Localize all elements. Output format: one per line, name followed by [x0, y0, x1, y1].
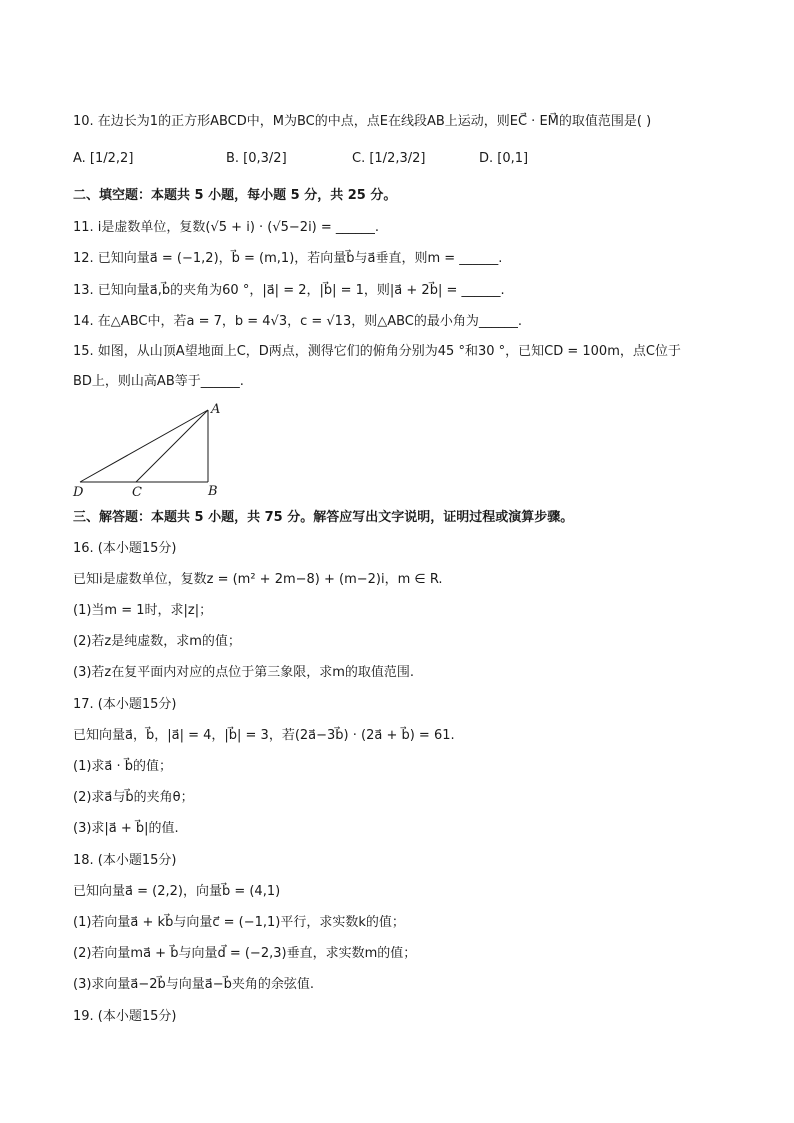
- point-label-b: B: [208, 484, 218, 499]
- question-16-part-3: (3)若z在复平面内对应的点位于第三象限，求m的取值范围.: [73, 665, 415, 680]
- q10-option-d: D. [0,1]: [479, 151, 529, 166]
- question-16-heading: 16. (本小题15分): [73, 541, 177, 556]
- question-11: 11. i是虚数单位，复数(√5 + i) · (√5−2i) = ______.: [73, 220, 380, 235]
- question-14: 14. 在△ABC中，若a = 7，b = 4√3，c = √13，则△ABC的最小角为______.: [73, 314, 523, 329]
- question-13: 13. 已知向量a⃗,b⃗的夹角为60 °，|a⃗| = 2，|b⃗| = 1，则|a⃗ + 2b⃗| = ______.: [73, 283, 505, 298]
- question-16-part-1: (1)当m = 1时，求|z|；: [73, 603, 213, 618]
- point-label-c: C: [132, 485, 142, 500]
- mountain-triangle-figure: [70, 400, 240, 500]
- question-16-part-2: (2)若z是纯虚数，求m的值；: [73, 634, 241, 649]
- question-17-stem: 已知向量a⃗，b⃗，|a⃗| = 4，|b⃗| = 3，若(2a⃗−3b⃗) · (2a⃗ + b⃗) = 61.: [73, 728, 455, 743]
- question-17-heading: 17. (本小题15分): [73, 697, 177, 712]
- question-17-part-1: (1)求a⃗ · b⃗的值；: [73, 759, 173, 774]
- question-18-part-1: (1)若向量a⃗ + kb⃗与向量c⃗ = (−1,1)平行，求实数k的值；: [73, 915, 405, 930]
- question-16-stem: 已知i是虚数单位，复数z = (m² + 2m−8) + (m−2)i，m ∈ R.: [73, 572, 443, 587]
- q10-option-a: A. [1/2,2]: [73, 151, 134, 166]
- question-18-stem: 已知向量a⃗ = (2,2)，向量b⃗ = (4,1): [73, 884, 281, 899]
- question-18-heading: 18. (本小题15分): [73, 853, 177, 868]
- question-17-part-2: (2)求a⃗与b⃗的夹角θ；: [73, 790, 194, 805]
- question-19-heading: 19. (本小题15分): [73, 1009, 177, 1024]
- question-18-part-3: (3)求向量a⃗−2b⃗与向量a⃗−b⃗夹角的余弦值.: [73, 977, 315, 992]
- q10-option-c: C. [1/2,3/2]: [352, 151, 426, 166]
- sight-line-ad: [80, 410, 208, 482]
- question-18-part-2: (2)若向量ma⃗ + b⃗与向量d⃗ = (−2,3)垂直，求实数m的值；: [73, 946, 417, 961]
- q10-option-b: B. [0,3/2]: [226, 151, 287, 166]
- section-2-heading: 二、填空题：本题共 5 小题，每小题 5 分，共 25 分。: [73, 188, 397, 203]
- question-12: 12. 已知向量a⃗ = (−1,2)，b⃗ = (m,1)，若向量b⃗与a⃗垂直，则m = ______.: [73, 251, 503, 266]
- question-17-part-3: (3)求|a⃗ + b⃗|的值.: [73, 821, 179, 836]
- question-15-line2: BD上，则山高AB等于______.: [73, 374, 244, 389]
- question-10-stem: 10. 在边长为1的正方形ABCD中，M为BC的中点，点E在线段AB上运动，则EC⃗ · EM⃗的取值范围是( ): [73, 114, 652, 129]
- point-label-a: A: [211, 402, 221, 417]
- section-3-heading: 三、解答题：本题共 5 小题，共 75 分。解答应写出文字说明，证明过程或演算步骤。: [73, 510, 574, 525]
- sight-line-ac: [136, 410, 208, 482]
- question-15-line1: 15. 如图，从山顶A望地面上C，D两点，测得它们的俯角分别为45 °和30 °，已知CD = 100m，点C位于: [73, 344, 681, 359]
- point-label-d: D: [73, 485, 84, 500]
